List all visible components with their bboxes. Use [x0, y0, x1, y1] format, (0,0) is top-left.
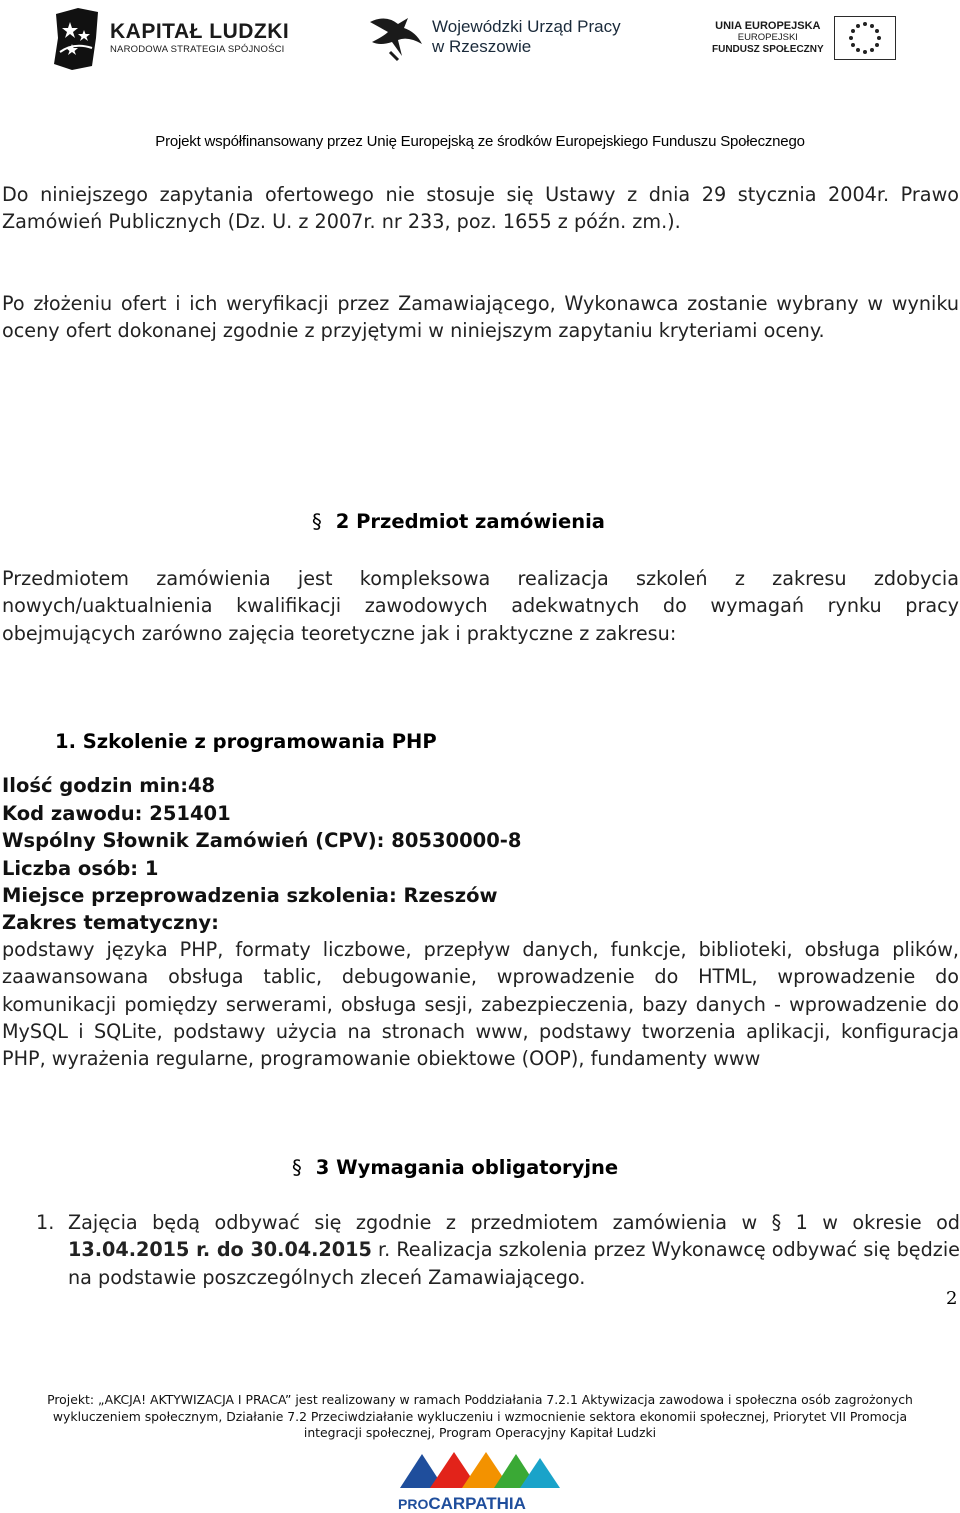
- procarpathia-logo: [398, 1450, 562, 1513]
- section-2-heading: [312, 510, 605, 533]
- requirement-text-part1: Zajęcia będą odbywać się zgodnie z przedmiotem zamówienia w § 1 w okresie od: [68, 1211, 960, 1234]
- paragraph-contractor-selection: Po złożeniu ofert i ich weryfikacji przez Zamawiającego, Wykonawca zostanie wybrany w wyniku oceny ofert dokonanej zgodnie z przyjętymi w niniejszym zapytaniu kryteriami oceny.: [2, 292, 959, 343]
- eu-flag-icon: [834, 16, 896, 60]
- ue-line3: FUNDUSZ SPOŁECZNY: [712, 44, 824, 55]
- section-3-title: 3 Wymagania obligatoryjne: [315, 1156, 619, 1179]
- page-number: 2: [946, 1288, 958, 1309]
- footer-line1: Projekt: „AKCJA! AKTYWIZACJA I PRACA” jest realizowany w ramach Poddziałania 7.2.1 Aktywizacja zawodowa i społeczna osób zagrożonych: [47, 1392, 913, 1407]
- section-2-body: Przedmiotem zamówienia jest kompleksowa realizacja szkoleń z zakresu zdobycia nowych/uaktualnienia kwalifikacji zawodowych adekwatnych do wymagań rynku pracy obejmujących zarówno zajęcia teoretyczne jak i praktyczne z zakresu:: [2, 567, 959, 645]
- course-code: Kod zawodu: 251401: [2, 802, 231, 825]
- requirement-text-part2: r. Realizacja szkolenia przez Wykonawcę odbywać się będzie na podstawie poszczególnych zleceń Zamawiającego.: [68, 1238, 960, 1289]
- footer-line2: wykluczeniem społecznym, Działanie 7.2 Przeciwdziałanie wykluczeniu i wzmocnienie sektora ekonomii społecznej, Priorytet VII Promocja: [52, 1408, 908, 1424]
- section-2-title: 2 Przedmiot zamówienia: [335, 510, 605, 533]
- course-scope-label: Zakres tematyczny:: [2, 911, 219, 934]
- course-place: Miejsce przeprowadzenia szkolenia: Rzeszów: [2, 884, 498, 907]
- paragraph-pzp-exemption: Do niniejszego zapytania ofertowego nie stosuje się Ustawy z dnia 29 stycznia 2004r. Prawo Zamówień Publicznych (Dz. U. z 2007r. nr 233, poz. 1655 z późn. zm.).: [2, 183, 959, 234]
- procarpathia-pro: PRO: [398, 1496, 429, 1512]
- kapital-ludzki-subtitle: NARODOWA STRATEGIA SPÓJNOŚCI: [110, 44, 285, 55]
- wup-name-line1: Wojewódzki Urząd Pracy: [432, 17, 621, 36]
- course-cpv: Wspólny Słownik Zamówień (CPV): 80530000-8: [2, 829, 522, 852]
- footer-text: [0, 1392, 960, 1442]
- kapital-ludzki-title: KAPITAŁ LUDZKI: [110, 20, 290, 43]
- requirement-item-1: [36, 1209, 960, 1291]
- footer-line3: integracji społecznej, Program Operacyjny Kapitał Ludzki: [303, 1425, 657, 1440]
- course-hours: Ilość godzin min:48: [2, 774, 216, 797]
- section-symbol: §: [312, 510, 322, 533]
- course-scope: podstawy języka PHP, formaty liczbowe, przepływ danych, funkcje, biblioteki, obsługa plików, zaawansowana obsługa tablic, debugowanie, wprowadzenie do HTML, wprowadzenie do komunikacji pomiędzy serwerami, obsługa sesji, zabezpieczenia, bazy danych - wprowadzenie do MySQL i SQLite, podstawy użycia na stronach www, podstawy tworzenia aplikacji, konfiguracja PHP, wyrażenia regularne, programowanie obiektowe (OOP), fundamenty www: [2, 938, 959, 1071]
- wup-logo: [368, 12, 621, 62]
- ue-line2: EUROPEJSKI: [737, 32, 798, 43]
- requirement-date-range: 13.04.2015 r. do 30.04.2015: [68, 1238, 372, 1262]
- procarpathia-triangles-icon: [398, 1450, 562, 1490]
- list-number: 1.: [36, 1211, 55, 1234]
- procarpathia-carpathia: CARPATHIA: [428, 1494, 526, 1513]
- ue-efs-logo: [712, 16, 896, 60]
- section-symbol: §: [292, 1156, 302, 1179]
- course-persons: Liczba osób: 1: [2, 857, 159, 880]
- wup-name-line2: w Rzeszowie: [432, 37, 532, 56]
- cofinancing-note: Projekt współfinansowany przez Unię Europejską ze środków Europejskiego Funduszu Społecznego: [155, 133, 805, 150]
- section-3-heading: [292, 1156, 618, 1179]
- kapital-ludzki-emblem-icon: [52, 8, 102, 68]
- kapital-ludzki-logo: [52, 8, 289, 68]
- ue-line1: UNIA EUROPEJSKA: [715, 20, 821, 32]
- course-title: 1. Szkolenie z programowania PHP: [55, 730, 437, 753]
- wup-bird-icon: [368, 12, 424, 62]
